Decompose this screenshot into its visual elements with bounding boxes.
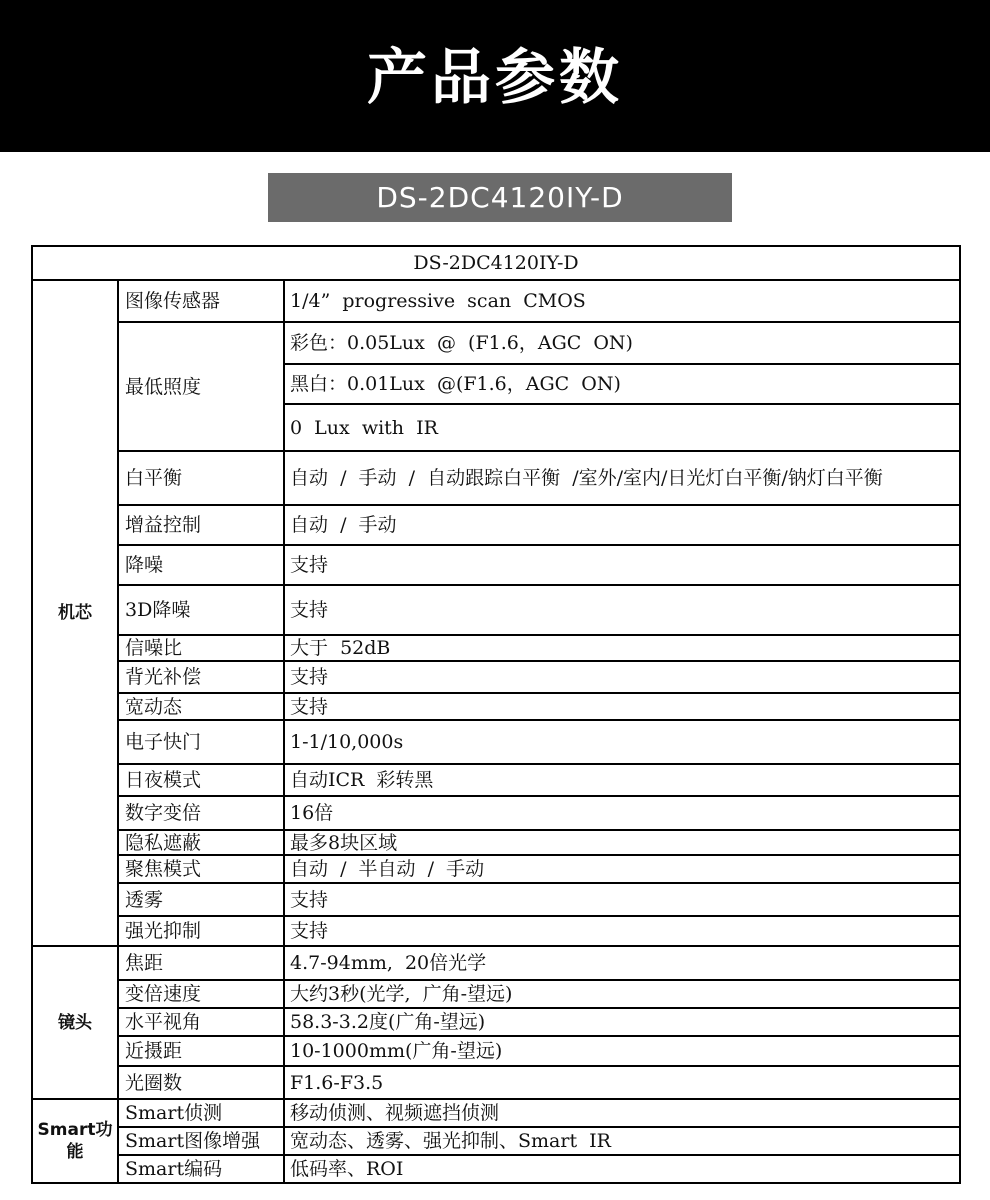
param-name: 光圈数 (118, 1066, 284, 1099)
table-title: DS-2DC4120IY-D (32, 246, 960, 280)
param-value: 16倍 (284, 796, 960, 830)
param-value: 4.7-94mm, 20倍光学 (284, 946, 960, 980)
param-name: 强光抑制 (118, 916, 284, 946)
model-badge: DS-2DC4120IY-D (268, 173, 732, 222)
param-name: Smart编码 (118, 1155, 284, 1183)
table-row (32, 916, 960, 946)
table-row (32, 980, 960, 1008)
category-smart: Smart功能 (32, 1099, 118, 1183)
param-name: 近摄距 (118, 1036, 284, 1066)
param-name: 变倍速度 (118, 980, 284, 1008)
table-row (32, 796, 960, 830)
param-value: 自动 / 手动 / 自动跟踪白平衡 /室外/室内/日光灯白平衡/钠灯白平衡 (284, 451, 960, 505)
param-name: 水平视角 (118, 1008, 284, 1036)
param-name: 增益控制 (118, 505, 284, 545)
param-value: 0 Lux with IR (284, 404, 960, 451)
table-row (32, 635, 960, 661)
param-value: 10-1000mm(广角-望远) (284, 1036, 960, 1066)
table-row (32, 280, 960, 322)
param-value: 支持 (284, 916, 960, 946)
table-row (32, 1036, 960, 1066)
param-name: 图像传感器 (118, 280, 284, 322)
table-row (32, 720, 960, 764)
param-name: 宽动态 (118, 693, 284, 720)
param-value: 58.3-3.2度(广角-望远) (284, 1008, 960, 1036)
table-row (32, 1008, 960, 1036)
table-row (32, 855, 960, 883)
param-value: 自动ICR 彩转黑 (284, 764, 960, 796)
param-name: 日夜模式 (118, 764, 284, 796)
table-title-row (32, 246, 960, 280)
param-name: 焦距 (118, 946, 284, 980)
param-value: F1.6-F3.5 (284, 1066, 960, 1099)
param-name: 3D降噪 (118, 585, 284, 635)
category-lens: 镜头 (32, 946, 118, 1099)
param-name: 数字变倍 (118, 796, 284, 830)
category-core: 机芯 (32, 280, 118, 946)
param-value: 支持 (284, 883, 960, 916)
param-value: 低码率、ROI (284, 1155, 960, 1183)
table-row (32, 1066, 960, 1099)
param-name: Smart图像增强 (118, 1127, 284, 1155)
param-value: 支持 (284, 661, 960, 693)
table-row (32, 585, 960, 635)
param-name: 透雾 (118, 883, 284, 916)
param-name: 电子快门 (118, 720, 284, 764)
table-row (32, 1127, 960, 1155)
param-value: 大约3秒(光学, 广角-望远) (284, 980, 960, 1008)
param-value: 大于 52dB (284, 635, 960, 661)
param-value: 自动 / 半自动 / 手动 (284, 855, 960, 883)
param-value: 1-1/10,000s (284, 720, 960, 764)
table-row (32, 545, 960, 585)
param-value: 自动 / 手动 (284, 505, 960, 545)
param-value: 黑白：0.01Lux @(F1.6，AGC ON) (284, 364, 960, 404)
table-row (32, 505, 960, 545)
spec-table (31, 245, 961, 1184)
param-value: 宽动态、透雾、强光抑制、Smart IR (284, 1127, 960, 1155)
param-value: 支持 (284, 545, 960, 585)
page-header (0, 0, 990, 152)
param-name: 背光补偿 (118, 661, 284, 693)
param-value: 彩色：0.05Lux @ (F1.6，AGC ON) (284, 322, 960, 364)
param-value: 1/4” progressive scan CMOS (284, 280, 960, 322)
param-name: 聚焦模式 (118, 855, 284, 883)
param-value: 最多8块区域 (284, 830, 960, 855)
table-row (32, 693, 960, 720)
table-row (32, 1155, 960, 1183)
param-value: 支持 (284, 693, 960, 720)
page-title: 产品参数 (367, 43, 623, 113)
param-value: 支持 (284, 585, 960, 635)
spec-table-body (32, 246, 960, 1183)
table-row (32, 946, 960, 980)
table-row (32, 661, 960, 693)
table-row (32, 830, 960, 855)
table-row (32, 883, 960, 916)
param-name: 降噪 (118, 545, 284, 585)
param-name: 最低照度 (118, 322, 284, 451)
table-row (32, 451, 960, 505)
param-name: 白平衡 (118, 451, 284, 505)
param-value: 移动侦测、视频遮挡侦测 (284, 1099, 960, 1127)
param-name: 信噪比 (118, 635, 284, 661)
table-row (32, 322, 960, 364)
param-name: Smart侦测 (118, 1099, 284, 1127)
param-name: 隐私遮蔽 (118, 830, 284, 855)
table-row (32, 764, 960, 796)
table-row (32, 1099, 960, 1127)
